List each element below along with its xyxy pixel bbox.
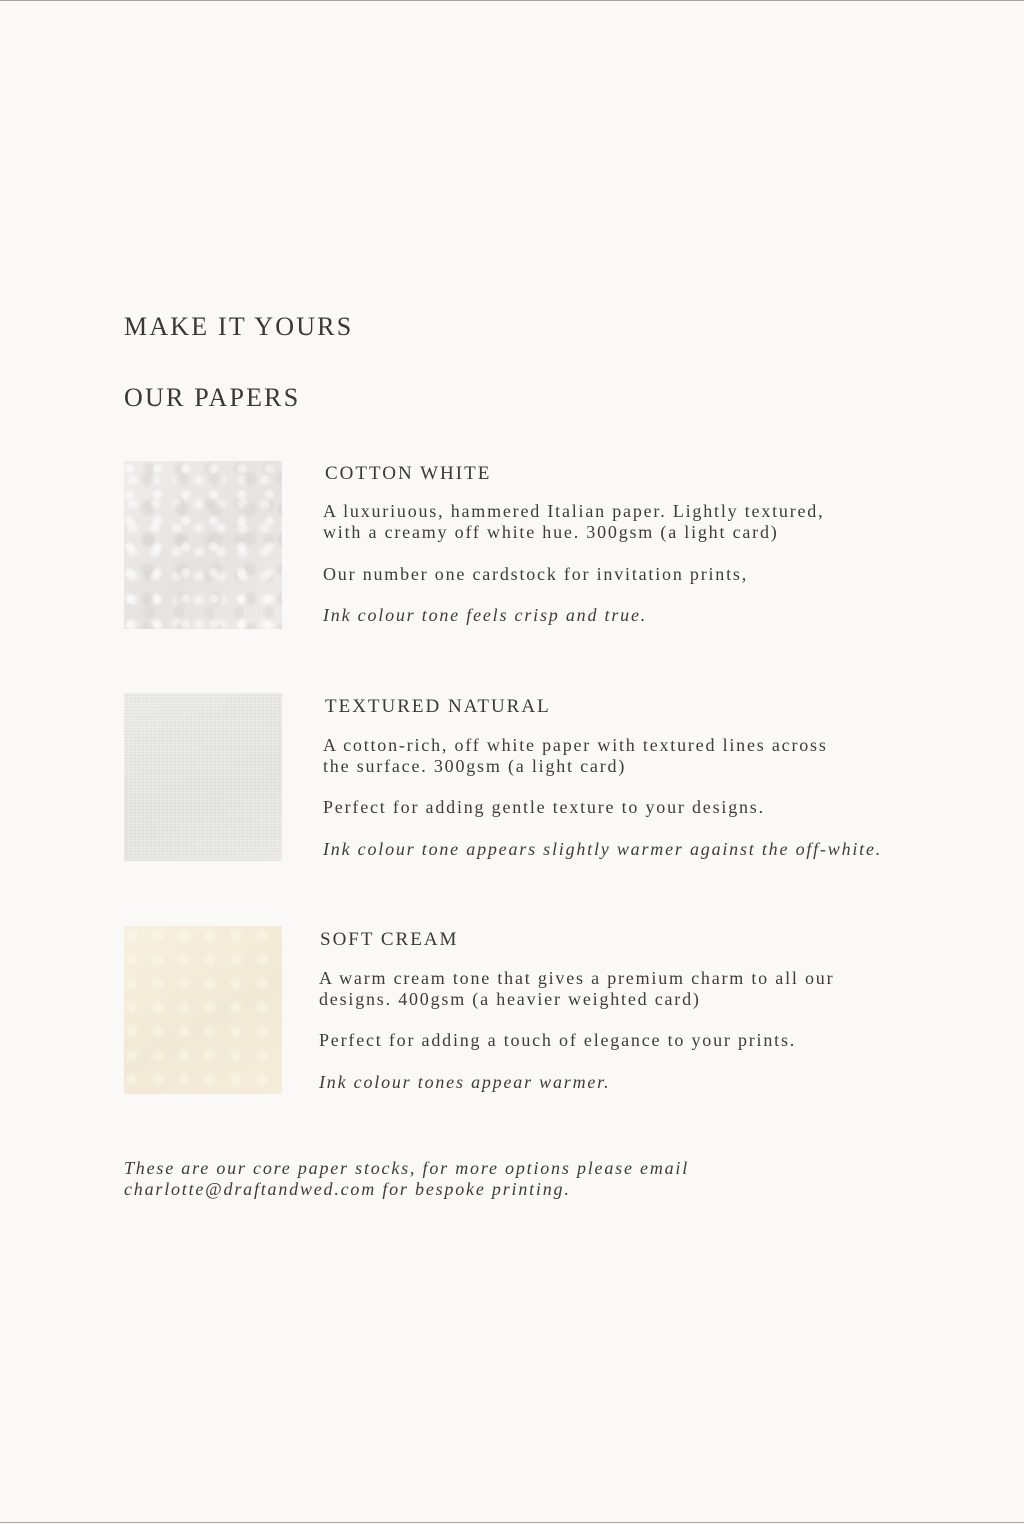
description-line: A cotton-rich, off white paper with textured lines across — [323, 735, 828, 755]
footer-line: charlotte@draftandwed.com for bespoke printing. — [124, 1179, 571, 1199]
paper-description — [323, 501, 824, 543]
textured-natural-swatch — [124, 693, 282, 861]
description-line: designs. 400gsm (a heavier weighted card) — [319, 989, 701, 1009]
paper-use: Perfect for adding gentle texture to your designs. — [323, 797, 765, 817]
section-heading-make-it-yours: MAKE IT YOURS — [124, 312, 354, 341]
description-line: with a creamy off white hue. 300gsm (a light card) — [323, 522, 779, 542]
paper-title-cotton-white: COTTON WHITE — [325, 463, 492, 484]
paper-title-textured-natural: TEXTURED NATURAL — [325, 696, 551, 717]
cotton-white-swatch — [124, 461, 282, 629]
ink-note: Ink colour tone appears slightly warmer against the off-white. — [323, 839, 883, 859]
paper-description — [323, 735, 828, 777]
paper-use: Our number one cardstock for invitation prints, — [323, 564, 749, 584]
description-line: the surface. 300gsm (a light card) — [323, 756, 627, 776]
paper-title-soft-cream: SOFT CREAM — [320, 929, 459, 950]
description-line: A luxuriuous, hammered Italian paper. Lightly textured, — [323, 501, 825, 521]
bottom-border-line — [0, 1522, 1024, 1523]
footer-line: These are our core paper stocks, for more options please email — [124, 1158, 690, 1178]
section-heading-our-papers: OUR PAPERS — [124, 383, 301, 412]
top-border-line — [0, 0, 1024, 1]
ink-note: Ink colour tone feels crisp and true. — [323, 605, 648, 625]
description-line: A warm cream tone that gives a premium charm to all our — [319, 968, 835, 988]
paper-use: Perfect for adding a touch of elegance to your prints. — [319, 1030, 797, 1050]
soft-cream-swatch — [124, 926, 282, 1094]
ink-note: Ink colour tones appear warmer. — [319, 1072, 611, 1092]
paper-description — [319, 968, 834, 1010]
footer-note — [124, 1158, 689, 1200]
